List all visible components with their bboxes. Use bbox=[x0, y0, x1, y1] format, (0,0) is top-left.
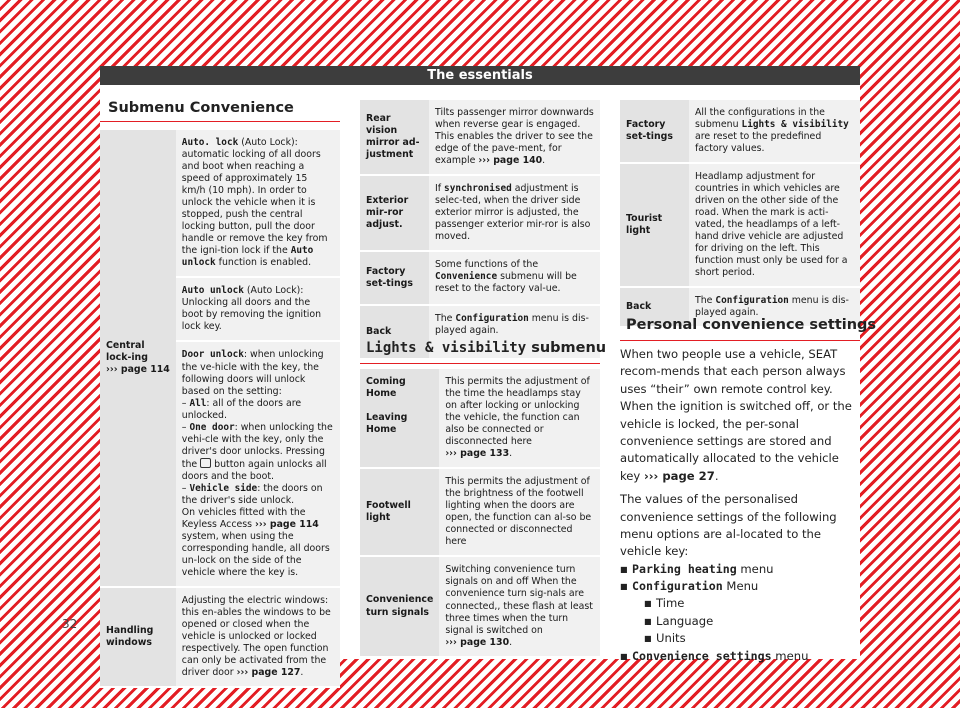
row-label-footwell: Footwell light bbox=[360, 469, 439, 557]
text: : when unlocking the ve-hicle with the key, the following doors will unlock based on the setting: bbox=[181, 349, 324, 397]
page-number: 32 bbox=[62, 617, 78, 631]
page-ref: ››› page 114 bbox=[255, 518, 319, 530]
row-cell bbox=[429, 252, 600, 306]
table-row bbox=[360, 369, 600, 469]
text: menu bbox=[736, 561, 774, 576]
cell-factory bbox=[689, 100, 860, 164]
text: . bbox=[542, 155, 546, 167]
row-label-handling-windows: Handling windows bbox=[100, 588, 176, 688]
term: All bbox=[189, 397, 207, 409]
text: menu is dis-played again. bbox=[435, 313, 589, 337]
text: Switching convenience turn signals on and off When the convenience turn sig-nals are connected,, these flash at least three times when the turn signal is switched on bbox=[445, 564, 593, 636]
table-row bbox=[360, 176, 600, 252]
cell-coming-home bbox=[439, 369, 600, 469]
table-row bbox=[360, 469, 600, 557]
section-heading-lights bbox=[366, 340, 606, 356]
table-row bbox=[360, 252, 600, 306]
text: On vehicles fitted with the Keyless Access bbox=[181, 506, 306, 530]
row-label: Exterior mir-ror adjust. bbox=[360, 176, 429, 252]
text: submenu will be reset to the factory val-ue. bbox=[435, 271, 577, 295]
term: Configuration bbox=[455, 313, 529, 325]
heading-rule bbox=[100, 121, 340, 122]
text: Some functions of the bbox=[435, 259, 539, 271]
row-label-central-locking bbox=[100, 130, 176, 588]
term: Configuration bbox=[632, 579, 723, 594]
list-item: ■ Units bbox=[644, 630, 860, 647]
row-label-turn-signals: Convenience turn signals bbox=[360, 557, 439, 657]
term: Configuration bbox=[715, 295, 789, 307]
text: (Auto Lock): Unlocking all doors and the boot by removing the ignition lock key. bbox=[181, 285, 322, 333]
row-label: Factory set-tings bbox=[360, 252, 429, 306]
term: Auto unlock bbox=[181, 245, 314, 269]
text: (Auto Lock): automatic locking of all doors and boot when reaching a speed of approximately 15 km/h (10 mph). In order to unlock the vehicle when it is stopped, push the central locking button, pull the door handle or remove the key from the igni-tion lock if the bbox=[181, 137, 328, 257]
unlock-icon bbox=[200, 458, 211, 468]
term: Convenience settings bbox=[632, 648, 772, 663]
heading-rule bbox=[620, 340, 860, 341]
term: Vehicle side bbox=[189, 482, 258, 494]
paragraph: The values of the personalised convenience settings of the following menu options are al-located to the vehicle key: bbox=[620, 492, 837, 559]
heading-rule bbox=[360, 363, 600, 364]
text: button again unlocks all doors and the boot. bbox=[181, 458, 327, 482]
text: The bbox=[435, 313, 456, 325]
cell-auto-unlock bbox=[176, 278, 340, 342]
table-row bbox=[100, 588, 340, 688]
page-ref: ››› page 27 bbox=[643, 468, 715, 483]
cell-door-unlock: Door unlock: when unlocking the ve-hicle with the key, the following doors will unlock based on the setting: – All: all of the doors are unlocked. – One door: when unlocking the vehi-cle with the key, only the driver's door unlocks. Pressing the button again unlocks all doors and the boot. – Vehicle side: the doors on the driver's side unlock. On vehicles fitted with the Keyless Access ››› page 114 system, when using the corresponding handle, all doors un-lock on the side of the vehicle where the key is. bbox=[176, 342, 340, 588]
text: All the configurations in the submenu bbox=[695, 107, 825, 131]
term: Door unlock bbox=[181, 349, 244, 361]
table-row bbox=[360, 100, 600, 176]
table-row bbox=[620, 100, 860, 164]
list-item bbox=[620, 578, 860, 648]
row-label: Rear vision mirror ad-justment bbox=[360, 100, 429, 176]
text: . bbox=[300, 667, 304, 679]
row-label-tourist: Tourist light bbox=[620, 164, 689, 288]
row-label-factory: Factory set-tings bbox=[620, 100, 689, 164]
list-item: ■ Time bbox=[644, 595, 860, 612]
term: Auto. lock bbox=[181, 137, 239, 148]
text: function is enabled. bbox=[215, 257, 312, 269]
row-label-back: Back bbox=[620, 288, 689, 328]
text: Tilts passenger mirror downwards when reverse gear is engaged. This enables the driver to see the edge of the pave-ment, for example bbox=[435, 107, 594, 167]
text: The bbox=[695, 295, 716, 307]
lights-table bbox=[360, 369, 600, 658]
cell-footwell: This permits the adjustment of the brightness of the footwell lighting when the doors are open, the function can al-so be connected or disconnected here bbox=[439, 469, 600, 557]
table-row bbox=[360, 557, 600, 657]
cell-tourist: Headlamp adjustment for countries in which vehicles are driven on the other side of the road. When the mark is acti-vated, the headlamps of a left-hand drive vehicle are adjusted for driving on the left. This function must only be used for a short period. bbox=[689, 164, 860, 288]
table-row bbox=[620, 164, 860, 288]
term: synchronised bbox=[444, 183, 512, 195]
text: : all of the doors are unlocked. bbox=[181, 397, 302, 421]
label-text: Coming Home bbox=[366, 376, 406, 400]
text: . bbox=[509, 636, 513, 648]
text: are reset to the predefined factory values. bbox=[695, 131, 822, 155]
row-label: Back bbox=[360, 306, 429, 360]
term: One door bbox=[189, 421, 235, 433]
term: Convenience bbox=[435, 271, 498, 283]
settings-list bbox=[620, 561, 860, 665]
text: Adjusting the electric windows: this en-ables the windows to be opened or closed when the vehicle is unlocked or locked respectively. The open function can only be activated from the driver door bbox=[181, 595, 331, 679]
table-row bbox=[100, 130, 340, 278]
text: When two people use a vehicle, SEAT recom-mends that each person always uses “their” own remote control key. When the ignition is switched off, or the vehicle is locked, the per-sonal convenience settings are stored and automatically allocated to the vehicle key bbox=[620, 347, 852, 483]
text: system, when using the corresponding handle, all doors un-lock on the side of the vehicle where the key is. bbox=[181, 530, 330, 579]
term: Auto unlock bbox=[181, 285, 244, 297]
personal-settings-body bbox=[620, 346, 860, 665]
label-text: Leaving Home bbox=[366, 412, 408, 436]
text: : the doors on the driver's side unlock. bbox=[181, 482, 323, 506]
lights-settings-table bbox=[620, 100, 860, 328]
cell-turn-signals bbox=[439, 557, 600, 657]
page-ref: ››› page 140 bbox=[478, 155, 543, 167]
text: This permits the adjustment of the time the headlamps stay on after locking or unlocking the vehicle, the function can also be connected or disconnected here bbox=[445, 376, 590, 448]
text: menu is dis-played again. bbox=[695, 295, 849, 319]
text: . bbox=[509, 448, 513, 460]
heading-term: Lights & visibility bbox=[366, 340, 527, 356]
section-heading-convenience: Submenu Convenience bbox=[108, 100, 294, 116]
row-cell bbox=[429, 176, 600, 252]
page-header: The essentials bbox=[100, 66, 860, 85]
cell-handling-windows bbox=[176, 588, 340, 688]
section-heading-personal: Personal convenience settings bbox=[626, 317, 877, 333]
mirror-table bbox=[360, 100, 600, 360]
page-ref: ››› page 130 bbox=[445, 636, 510, 648]
text: Menu bbox=[722, 579, 759, 594]
list-item bbox=[620, 561, 860, 578]
term: Lights & visibility bbox=[741, 119, 849, 131]
convenience-table bbox=[100, 130, 340, 688]
list-item bbox=[620, 648, 860, 665]
heading-rest: submenu bbox=[526, 340, 607, 356]
term: Parking heating bbox=[632, 561, 737, 576]
page-ref: ››› page 127 bbox=[236, 667, 301, 679]
text: menu bbox=[771, 648, 809, 663]
text: adjustment is selec-ted, when the driver side exterior mirror is adjusted, the passenger exterior mir-ror is also moved. bbox=[435, 183, 591, 243]
row-cell bbox=[429, 100, 600, 176]
text: If bbox=[435, 183, 445, 195]
text: . bbox=[714, 468, 719, 483]
text: : when unlocking the vehi-cle with the key, only the driver's door unlocks. Pressing the bbox=[181, 421, 333, 470]
page-ref: ››› page 133 bbox=[445, 448, 510, 460]
sub-list bbox=[632, 595, 860, 647]
cell-auto-lock bbox=[176, 130, 340, 278]
page-ref: ››› page 114 bbox=[106, 364, 170, 376]
label-text: Central lock-ing bbox=[106, 339, 148, 364]
list-item: ■ Language bbox=[644, 613, 860, 630]
paragraph bbox=[620, 346, 860, 485]
row-label-coming-home bbox=[360, 369, 439, 469]
